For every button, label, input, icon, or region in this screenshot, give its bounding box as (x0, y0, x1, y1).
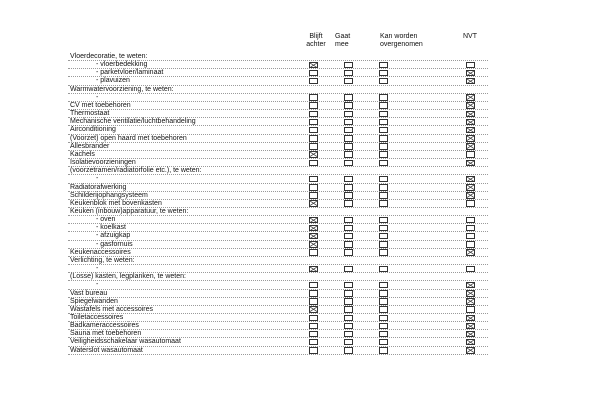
checkbox-nvt[interactable] (466, 200, 475, 207)
checkbox-kan-worden-overgenomen[interactable] (379, 200, 388, 207)
checkbox-blijft-achter[interactable] (309, 298, 318, 305)
checkbox-gaat-mee[interactable] (344, 347, 353, 354)
checklist-row (68, 53, 488, 61)
check-cross-icon (467, 79, 474, 84)
checklist-row (68, 314, 488, 322)
check-cross-icon (310, 226, 317, 231)
checkbox-blijft-achter[interactable] (309, 135, 318, 142)
checkbox-kan-worden-overgenomen[interactable] (379, 323, 388, 330)
check-cross-icon (467, 185, 474, 190)
checkbox-kan-worden-overgenomen[interactable] (379, 306, 388, 313)
checkbox-blijft-achter[interactable] (309, 200, 318, 207)
checklist-row (68, 167, 488, 175)
checkbox-blijft-achter[interactable] (309, 160, 318, 167)
check-cross-icon (467, 283, 474, 288)
checkbox-kan-worden-overgenomen[interactable] (379, 331, 388, 338)
checkbox-gaat-mee[interactable] (344, 339, 353, 346)
row-label: Warmwatervoorziening, te weten: (70, 85, 174, 93)
checkbox-gaat-mee[interactable] (344, 78, 353, 85)
checklist-row (68, 322, 488, 330)
checkbox-kan-worden-overgenomen[interactable] (379, 94, 388, 101)
checkbox-blijft-achter[interactable] (309, 323, 318, 330)
check-cross-icon (467, 316, 474, 321)
checkbox-gaat-mee[interactable] (344, 306, 353, 313)
check-cross-icon (467, 95, 474, 100)
checklist-row (68, 290, 488, 298)
checklist-row (68, 338, 488, 346)
row-label: - oven (96, 216, 116, 224)
checkbox-kan-worden-overgenomen[interactable] (379, 127, 388, 134)
row-label: Airconditioning (70, 126, 116, 134)
checkbox-nvt[interactable] (466, 127, 475, 134)
checkbox-gaat-mee[interactable] (344, 160, 353, 167)
checkbox-nvt[interactable] (466, 143, 475, 150)
checkbox-kan-worden-overgenomen[interactable] (379, 160, 388, 167)
checkbox-gaat-mee[interactable] (344, 298, 353, 305)
checkbox-nvt[interactable] (466, 290, 475, 297)
checkbox-blijft-achter[interactable] (309, 62, 318, 69)
row-label: Thermostaat (70, 110, 110, 118)
checkbox-gaat-mee[interactable] (344, 135, 353, 142)
column-header-nvt (463, 33, 493, 41)
checkbox-blijft-achter[interactable] (309, 306, 318, 313)
checkbox-kan-worden-overgenomen[interactable] (379, 249, 388, 256)
row-label: Radiatorafwerking (70, 183, 127, 191)
checkbox-gaat-mee[interactable] (344, 331, 353, 338)
checklist-row (68, 208, 488, 216)
checkbox-kan-worden-overgenomen[interactable] (379, 62, 388, 69)
checklist-row (68, 330, 488, 338)
checklist-row (68, 224, 488, 232)
checkbox-kan-worden-overgenomen[interactable] (379, 151, 388, 158)
checkbox-nvt[interactable] (466, 94, 475, 101)
checkbox-gaat-mee[interactable] (344, 225, 353, 232)
column-header-gaat-mee (335, 33, 365, 49)
row-label: Badkameraccessoires (70, 322, 139, 330)
checkbox-blijft-achter[interactable] (309, 176, 318, 183)
check-cross-icon (467, 299, 474, 304)
header-line: overgenomen (380, 41, 423, 48)
checkbox-gaat-mee[interactable] (344, 127, 353, 134)
check-cross-icon (467, 332, 474, 337)
checkbox-nvt[interactable] (466, 315, 475, 322)
row-label: Veiligheidsschakelaar wasautomaat (70, 338, 181, 346)
checkbox-kan-worden-overgenomen[interactable] (379, 78, 388, 85)
row-label: Vast bureau (70, 289, 108, 297)
checkbox-blijft-achter[interactable] (309, 94, 318, 101)
row-label: Toiletaccessoires (70, 314, 124, 321)
checkbox-nvt[interactable] (466, 298, 475, 305)
row-label: - parketvloer/laminaat (96, 69, 164, 77)
check-cross-icon (467, 144, 474, 149)
checkbox-blijft-achter[interactable] (309, 217, 318, 224)
check-cross-icon (467, 112, 474, 117)
checklist-row (68, 126, 488, 134)
checklist-row (68, 143, 488, 151)
checkbox-gaat-mee[interactable] (344, 102, 353, 109)
checklist-row (68, 298, 488, 306)
row-label: Keukenblok met bovenkasten (70, 199, 162, 207)
checkbox-blijft-achter[interactable] (309, 192, 318, 199)
checklist-row (68, 151, 488, 159)
checkbox-gaat-mee[interactable] (344, 151, 353, 158)
checklist-row (68, 273, 488, 281)
check-cross-icon (467, 71, 474, 76)
checklist-row (68, 159, 488, 167)
check-cross-icon (467, 324, 474, 329)
row-label: Schilderijophangsysteem (70, 191, 148, 199)
checkbox-nvt[interactable] (466, 282, 475, 289)
checkbox-gaat-mee[interactable] (344, 70, 353, 77)
checkbox-gaat-mee[interactable] (344, 323, 353, 330)
checkbox-kan-worden-overgenomen[interactable] (379, 70, 388, 77)
checklist-row (68, 265, 488, 273)
checkbox-nvt[interactable] (466, 241, 475, 248)
checklist-row (68, 135, 488, 143)
row-label: - afzuigkap (96, 232, 131, 240)
checkbox-kan-worden-overgenomen[interactable] (379, 217, 388, 224)
checklist-row (68, 102, 488, 110)
check-cross-icon (310, 218, 317, 223)
checkbox-nvt[interactable] (466, 176, 475, 183)
checkbox-kan-worden-overgenomen[interactable] (379, 298, 388, 305)
checkbox-kan-worden-overgenomen[interactable] (379, 347, 388, 354)
checkbox-kan-worden-overgenomen[interactable] (379, 282, 388, 289)
checkbox-kan-worden-overgenomen[interactable] (379, 111, 388, 118)
check-cross-icon (467, 120, 474, 125)
checkbox-nvt[interactable] (466, 192, 475, 199)
row-label: Mechanische ventilatie/luchtbehandeling (70, 118, 196, 126)
checklist-row (68, 86, 488, 94)
checkbox-nvt[interactable] (466, 249, 475, 256)
checklist-row (68, 192, 488, 200)
checkbox-nvt[interactable] (466, 225, 475, 232)
checkbox-blijft-achter[interactable] (309, 184, 318, 191)
checklist-row (68, 216, 488, 224)
check-cross-icon (467, 161, 474, 166)
checkbox-gaat-mee[interactable] (344, 233, 353, 240)
checkbox-kan-worden-overgenomen[interactable] (379, 119, 388, 126)
checkbox-nvt[interactable] (466, 323, 475, 330)
checklist-row (68, 232, 488, 240)
header-line: Blijft (309, 33, 323, 40)
checklist-row (68, 175, 488, 183)
checkbox-blijft-achter[interactable] (309, 290, 318, 297)
check-cross-icon (310, 242, 317, 247)
checkbox-kan-worden-overgenomen[interactable] (379, 135, 388, 142)
check-cross-icon (310, 307, 317, 312)
column-header-kan-worden-overgenomen (380, 33, 450, 49)
row-label: - (96, 175, 99, 183)
checkbox-blijft-achter[interactable] (309, 119, 318, 126)
checkbox-nvt[interactable] (466, 102, 475, 109)
header-line: Kan worden (380, 33, 418, 40)
checkbox-blijft-achter[interactable] (309, 143, 318, 150)
checkbox-kan-worden-overgenomen[interactable] (379, 290, 388, 297)
checkbox-nvt[interactable] (466, 62, 475, 69)
checklist-row (68, 257, 488, 265)
row-label: - koelkast (96, 224, 126, 232)
checkbox-nvt[interactable] (466, 70, 475, 77)
row-label: Allesbrander (70, 142, 110, 150)
check-cross-icon (467, 340, 474, 345)
row-label: - (96, 281, 99, 289)
checkbox-nvt[interactable] (466, 135, 475, 142)
header-line: Gaat (335, 33, 351, 40)
checkbox-kan-worden-overgenomen[interactable] (379, 233, 388, 240)
checkbox-blijft-achter[interactable] (309, 78, 318, 85)
checkbox-blijft-achter[interactable] (309, 241, 318, 248)
checkbox-gaat-mee[interactable] (344, 192, 353, 199)
row-label: CV met toebehoren (70, 101, 131, 109)
check-cross-icon (467, 348, 474, 353)
checklist-row (68, 241, 488, 249)
checkbox-gaat-mee[interactable] (344, 315, 353, 322)
column-header-blijft-achter (302, 33, 330, 49)
checkbox-kan-worden-overgenomen[interactable] (379, 176, 388, 183)
checkbox-gaat-mee[interactable] (344, 200, 353, 207)
row-label: Kachels (70, 150, 95, 158)
checkbox-blijft-achter[interactable] (309, 347, 318, 354)
checkbox-nvt[interactable] (466, 111, 475, 118)
checklist-row (68, 61, 488, 69)
checkbox-gaat-mee[interactable] (344, 143, 353, 150)
checkbox-blijft-achter[interactable] (309, 249, 318, 256)
checkbox-nvt[interactable] (466, 78, 475, 85)
checkbox-kan-worden-overgenomen[interactable] (379, 102, 388, 109)
checkbox-gaat-mee[interactable] (344, 282, 353, 289)
checkbox-kan-worden-overgenomen[interactable] (379, 339, 388, 346)
row-label: Keuken (inbouw)apparatuur, te weten: (70, 207, 189, 215)
check-cross-icon (310, 234, 317, 239)
checklist-table (68, 53, 488, 355)
checklist-row (68, 281, 488, 289)
checkbox-blijft-achter[interactable] (309, 70, 318, 77)
checkbox-blijft-achter[interactable] (309, 315, 318, 322)
row-label: - (96, 93, 99, 101)
row-label: Vloerdecoratie, te weten: (70, 53, 148, 60)
row-label: - vloerbedekking (96, 61, 148, 69)
checkbox-blijft-achter[interactable] (309, 151, 318, 158)
checkbox-nvt[interactable] (466, 160, 475, 167)
checklist-row (68, 249, 488, 257)
checkbox-gaat-mee[interactable] (344, 249, 353, 256)
checkbox-gaat-mee[interactable] (344, 217, 353, 224)
checkbox-blijft-achter[interactable] (309, 331, 318, 338)
checklist-row (68, 94, 488, 102)
checkbox-nvt[interactable] (466, 217, 475, 224)
row-label: Verlichting, te weten: (70, 256, 135, 264)
check-cross-icon (467, 193, 474, 198)
check-cross-icon (467, 136, 474, 141)
checkbox-nvt[interactable] (466, 151, 475, 158)
row-label: - gasfornuis (96, 240, 133, 248)
checkbox-blijft-achter[interactable] (309, 282, 318, 289)
check-cross-icon (467, 250, 474, 255)
check-cross-icon (467, 128, 474, 133)
row-label: Wastafels met accessoires (70, 305, 153, 313)
checkbox-nvt[interactable] (466, 233, 475, 240)
checkbox-kan-worden-overgenomen[interactable] (379, 315, 388, 322)
row-label: (Losse) kasten, legplanken, te weten: (70, 273, 186, 281)
checkbox-kan-worden-overgenomen[interactable] (379, 143, 388, 150)
checkbox-kan-worden-overgenomen[interactable] (379, 241, 388, 248)
row-label: (voorzetramen/radiatorfolie etc.), te weten: (70, 167, 202, 175)
header-line: mee (335, 41, 349, 48)
row-label: Waterslot wasautomaat (70, 346, 143, 354)
row-label: Isolatievoorzieningen (70, 159, 136, 167)
checkbox-blijft-achter[interactable] (309, 266, 318, 273)
checkbox-gaat-mee[interactable] (344, 94, 353, 101)
check-cross-icon (467, 291, 474, 296)
checkbox-nvt[interactable] (466, 331, 475, 338)
row-label: Keukenaccessoires (70, 248, 131, 256)
checkbox-nvt[interactable] (466, 347, 475, 354)
header-line: achter (306, 41, 326, 48)
checkbox-nvt[interactable] (466, 339, 475, 346)
checkbox-gaat-mee[interactable] (344, 62, 353, 69)
row-label: Spiegelwanden (70, 297, 118, 305)
check-cross-icon (467, 177, 474, 182)
header-line: NVT (463, 33, 477, 40)
checkbox-gaat-mee[interactable] (344, 241, 353, 248)
checkbox-gaat-mee[interactable] (344, 119, 353, 126)
checkbox-gaat-mee[interactable] (344, 266, 353, 273)
checkbox-nvt[interactable] (466, 306, 475, 313)
checklist-row (68, 200, 488, 208)
checkbox-blijft-achter[interactable] (309, 339, 318, 346)
checkbox-nvt[interactable] (466, 266, 475, 273)
checklist-row (68, 77, 488, 85)
checklist-row (68, 306, 488, 314)
check-cross-icon (310, 267, 317, 272)
row-label: Sauna met toebehoren (70, 330, 142, 338)
checklist-row (68, 184, 488, 192)
checklist-row (68, 110, 488, 118)
checkbox-gaat-mee[interactable] (344, 184, 353, 191)
checkbox-kan-worden-overgenomen[interactable] (379, 266, 388, 273)
check-cross-icon (310, 201, 317, 206)
checkbox-blijft-achter[interactable] (309, 102, 318, 109)
row-label: - (96, 265, 99, 273)
checkbox-blijft-achter[interactable] (309, 111, 318, 118)
row-label: - plavuizen (96, 77, 130, 85)
check-cross-icon (467, 103, 474, 108)
row-label: (Voorzet) open haard met toebehoren (70, 134, 187, 142)
checkbox-gaat-mee[interactable] (344, 176, 353, 183)
checkbox-nvt[interactable] (466, 119, 475, 126)
checkbox-blijft-achter[interactable] (309, 225, 318, 232)
checkbox-nvt[interactable] (466, 184, 475, 191)
checkbox-gaat-mee[interactable] (344, 290, 353, 297)
checkbox-kan-worden-overgenomen[interactable] (379, 225, 388, 232)
checkbox-blijft-achter[interactable] (309, 127, 318, 134)
check-cross-icon (310, 63, 317, 68)
checklist-row (68, 347, 488, 355)
checkbox-kan-worden-overgenomen[interactable] (379, 184, 388, 191)
check-cross-icon (310, 152, 317, 157)
checkbox-kan-worden-overgenomen[interactable] (379, 192, 388, 199)
checkbox-blijft-achter[interactable] (309, 233, 318, 240)
checklist-row (68, 69, 488, 77)
checkbox-gaat-mee[interactable] (344, 111, 353, 118)
checklist-row (68, 118, 488, 126)
